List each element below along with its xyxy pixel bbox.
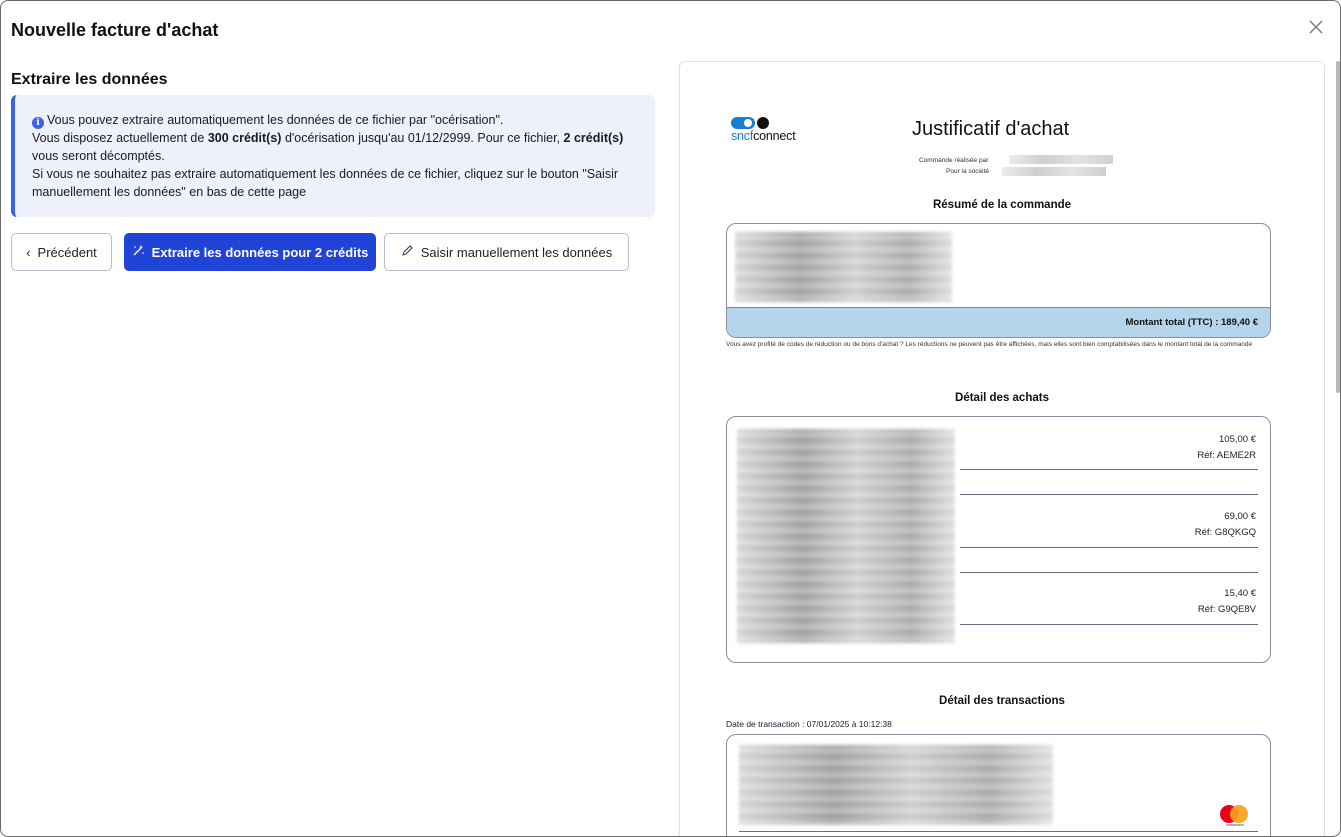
- item-price: 69,00 €: [1224, 511, 1256, 522]
- discount-note: Vous avez profité de codes de réduction ou de bons d'achat ? Les réductions ne peuvent pas être affichées, mais elles sont bien comptabilisées dans le montant total de la commande: [726, 341, 1253, 348]
- item-ref: Réf: AEME2R: [1197, 450, 1256, 461]
- info-box: [11, 95, 655, 217]
- logo-mark-icon: [731, 117, 771, 129]
- divider: [960, 494, 1258, 495]
- total-amount: Montant total (TTC) : 189,40 €: [727, 307, 1270, 337]
- divider: [739, 831, 1258, 832]
- extract-data-button[interactable]: Extraire les données pour 2 crédits: [124, 233, 376, 271]
- mastercard-icon: mastercard: [1220, 805, 1250, 827]
- receipt-title: Justificatif d'achat: [912, 118, 1070, 140]
- info-line-3: Si vous ne souhaitez pas extraire automatiquement les données de ce fichier, cliquez sur le bouton "Saisir manuellement les données" en bas de cette page: [32, 167, 619, 199]
- logo-wordmark: sncfconnect: [731, 129, 796, 143]
- info-line-2: Vous disposez actuellement de 300 crédit(s) d'océrisation jusqu'au 01/12/2999. Pour ce fichier, 2 crédit(s) vous seront décomptés.: [32, 131, 624, 163]
- sncf-connect-logo: [731, 117, 796, 143]
- divider: [960, 469, 1258, 470]
- redacted-items: [737, 429, 955, 643]
- modal-title: Nouvelle facture d'achat: [11, 20, 219, 40]
- manual-entry-button[interactable]: Saisir manuellement les données: [384, 233, 629, 271]
- redacted-summary: [735, 232, 952, 302]
- transactions-card: [726, 734, 1271, 837]
- purchases-card: [726, 416, 1271, 663]
- divider: [960, 547, 1258, 548]
- transactions-title: Détail des transactions: [939, 695, 1065, 707]
- item-ref: Réf: G8QKGQ: [1194, 527, 1256, 538]
- receipt-page: [680, 62, 1324, 837]
- document-preview[interactable]: [679, 61, 1325, 837]
- pencil-icon: [401, 244, 414, 260]
- item-price: 15,40 €: [1224, 588, 1256, 599]
- transaction-date: Date de transaction : 07/01/2025 à 10:12:38: [726, 719, 892, 729]
- redacted-transaction: [739, 745, 1053, 825]
- summary-card: [726, 223, 1271, 338]
- close-icon[interactable]: [1306, 17, 1326, 37]
- item-price: 105,00 €: [1219, 434, 1256, 445]
- scrollbar[interactable]: [1336, 61, 1340, 393]
- for-company-label: Pour la société: [946, 168, 989, 175]
- info-line-1: i Vous pouvez extraire automatiquement les données de ce fichier par "océrisation".: [32, 111, 641, 129]
- previous-button[interactable]: ‹ Précédent: [11, 233, 112, 271]
- ordered-by-label: Commande réalisée par: [919, 157, 989, 164]
- summary-title: Résumé de la commande: [932, 199, 1072, 211]
- divider: [960, 624, 1258, 625]
- redacted-name: [1009, 155, 1113, 164]
- divider: [960, 572, 1258, 573]
- magic-wand-icon: [132, 244, 145, 260]
- section-title: Extraire les données: [11, 71, 168, 88]
- chevron-left-icon: ‹: [26, 244, 31, 260]
- redacted-company: [1002, 167, 1106, 176]
- info-icon: i: [32, 117, 44, 129]
- item-ref: Réf: G9QE8V: [1197, 604, 1256, 615]
- purchases-title: Détail des achats: [955, 392, 1049, 404]
